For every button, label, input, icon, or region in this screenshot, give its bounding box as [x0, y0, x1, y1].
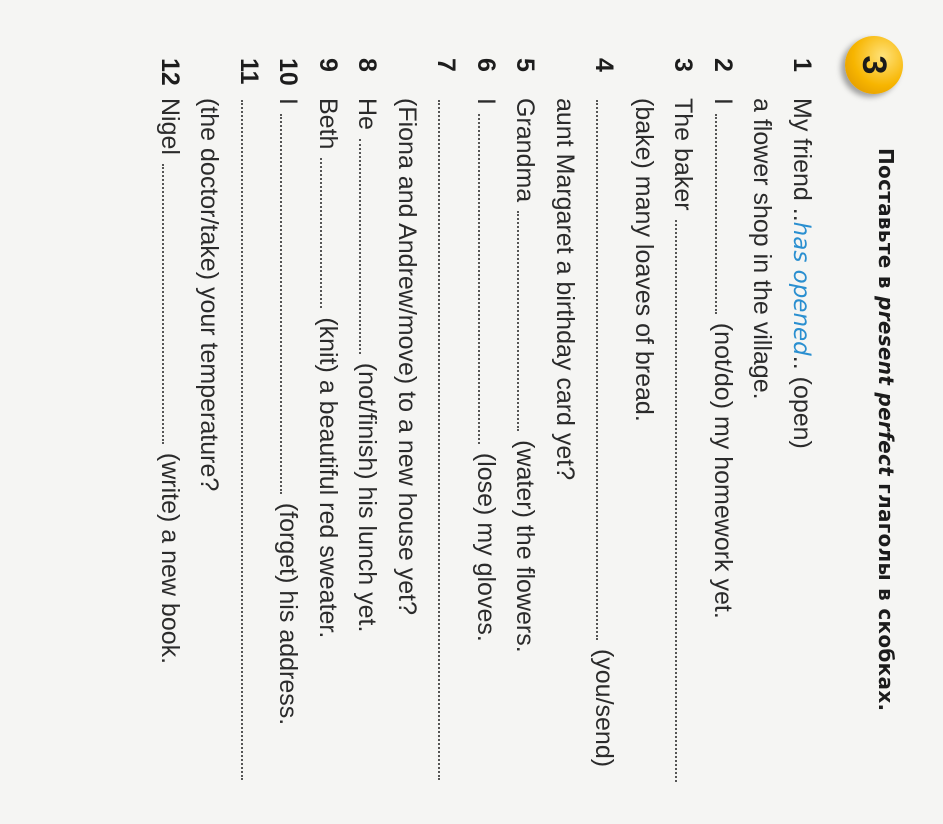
exercise-line-1-cont: [742, 58, 782, 798]
item-number: 3: [669, 58, 698, 72]
exercise-line-9: [308, 58, 348, 798]
exercise-line-3-cont: [624, 58, 664, 798]
answer-blank[interactable]: [518, 211, 542, 431]
sentence-text: I: [274, 98, 303, 112]
item-number: 1: [788, 58, 816, 72]
item-text: [189, 98, 229, 491]
sentence-text: Beth: [314, 98, 342, 157]
item-number: 5: [511, 58, 540, 72]
sentence-text: aunt Margaret a birthday card yet?: [551, 98, 579, 481]
sentence-text: (not/do) my homework yet.: [709, 322, 737, 619]
sentence-text: (forget) his address.: [274, 502, 303, 726]
item-number: 7: [432, 58, 461, 72]
sentence-text: (knit) a beautiful red sweater.: [314, 317, 342, 639]
exercise-list: [150, 58, 822, 798]
item-text: [742, 98, 782, 400]
sentence-text: I: [472, 98, 500, 112]
item-text: [347, 98, 387, 632]
item-text: [426, 98, 466, 782]
item-text: [663, 98, 703, 784]
answer-blank[interactable]: [241, 100, 265, 780]
sentence-text: (the doctor/take) your temperature?: [195, 98, 224, 492]
item-text: [466, 98, 506, 642]
answer-blank[interactable]: [320, 158, 344, 308]
exercise-line-4-cont: [545, 58, 585, 798]
exercise-line-2: [703, 58, 743, 798]
exercise-instruction: [873, 148, 899, 808]
answer-blank[interactable]: [162, 164, 186, 444]
answer-blank[interactable]: [439, 100, 463, 780]
verb-hint: .. (open): [788, 355, 816, 449]
item-number: 10: [274, 58, 303, 86]
instruction-prefix: Поставьте в: [874, 148, 898, 297]
answer-blank[interactable]: [360, 139, 384, 354]
answer-blank[interactable]: [676, 220, 700, 782]
sentence-text: (water) the flowers.: [511, 440, 540, 653]
sentence-text: He: [353, 98, 382, 137]
exercise-line-7-cont: [387, 58, 427, 798]
answer-blank[interactable]: [478, 114, 502, 444]
item-text: [624, 98, 664, 422]
item-text: [387, 98, 427, 615]
item-text: [703, 98, 743, 619]
item-text: [150, 98, 190, 664]
verb-hint: (you/send): [590, 648, 619, 768]
sentence-text: The baker: [669, 98, 698, 218]
item-number: 2: [709, 58, 737, 72]
sentence-text: (lose) my gloves.: [472, 452, 500, 642]
exercise-line-8: [347, 58, 387, 798]
exercise-line-12: [150, 58, 190, 798]
exercise-line-11-cont: [189, 58, 229, 798]
exercise-line-4: [584, 58, 624, 798]
item-text: [545, 98, 585, 480]
exercise-line-11: [229, 58, 269, 798]
sentence-text: (bake) many loaves of bread.: [630, 98, 658, 422]
item-text: [584, 98, 624, 767]
instruction-suffix: глаголы в скобках.: [874, 475, 898, 712]
exercise-number-badge: 3: [845, 36, 903, 94]
item-text: [268, 98, 308, 725]
sentence-text: (Fiona and Andrew/move) to a new house yet?: [393, 98, 421, 615]
sentence-text: (not/finish) his lunch yet.: [353, 362, 382, 633]
sentence-text: a flower shop in the village.: [748, 98, 777, 400]
item-number: 9: [314, 58, 342, 72]
item-number: 6: [472, 58, 500, 72]
sentence-text: (write) a new book.: [156, 452, 184, 665]
exercise-line-1: [782, 58, 822, 798]
item-text: [308, 98, 348, 638]
item-number: 8: [353, 58, 382, 72]
sentence-text: I: [709, 98, 737, 112]
exercise-line-6: [466, 58, 506, 798]
exercise-line-5: [505, 58, 545, 798]
item-number: 12: [156, 58, 184, 86]
item-number: 11: [235, 58, 263, 85]
answer-blank[interactable]: [715, 114, 739, 314]
instruction-emphasis: present perfect: [874, 296, 898, 476]
item-text: [229, 98, 269, 782]
sentence-text: Grandma: [511, 98, 540, 210]
item-number: 4: [590, 58, 619, 72]
answer-blank[interactable]: [597, 100, 621, 640]
item-text: [505, 98, 545, 653]
item-text: [781, 98, 822, 449]
answer-blank[interactable]: [281, 114, 305, 494]
exercise-line-3: [663, 58, 703, 798]
exercise-line-7: [426, 58, 466, 798]
exercise-line-10: [268, 58, 308, 798]
sentence-text: My friend ..: [788, 98, 816, 222]
handwritten-answer: has opened: [788, 221, 814, 356]
sentence-text: Nigel: [156, 98, 184, 162]
